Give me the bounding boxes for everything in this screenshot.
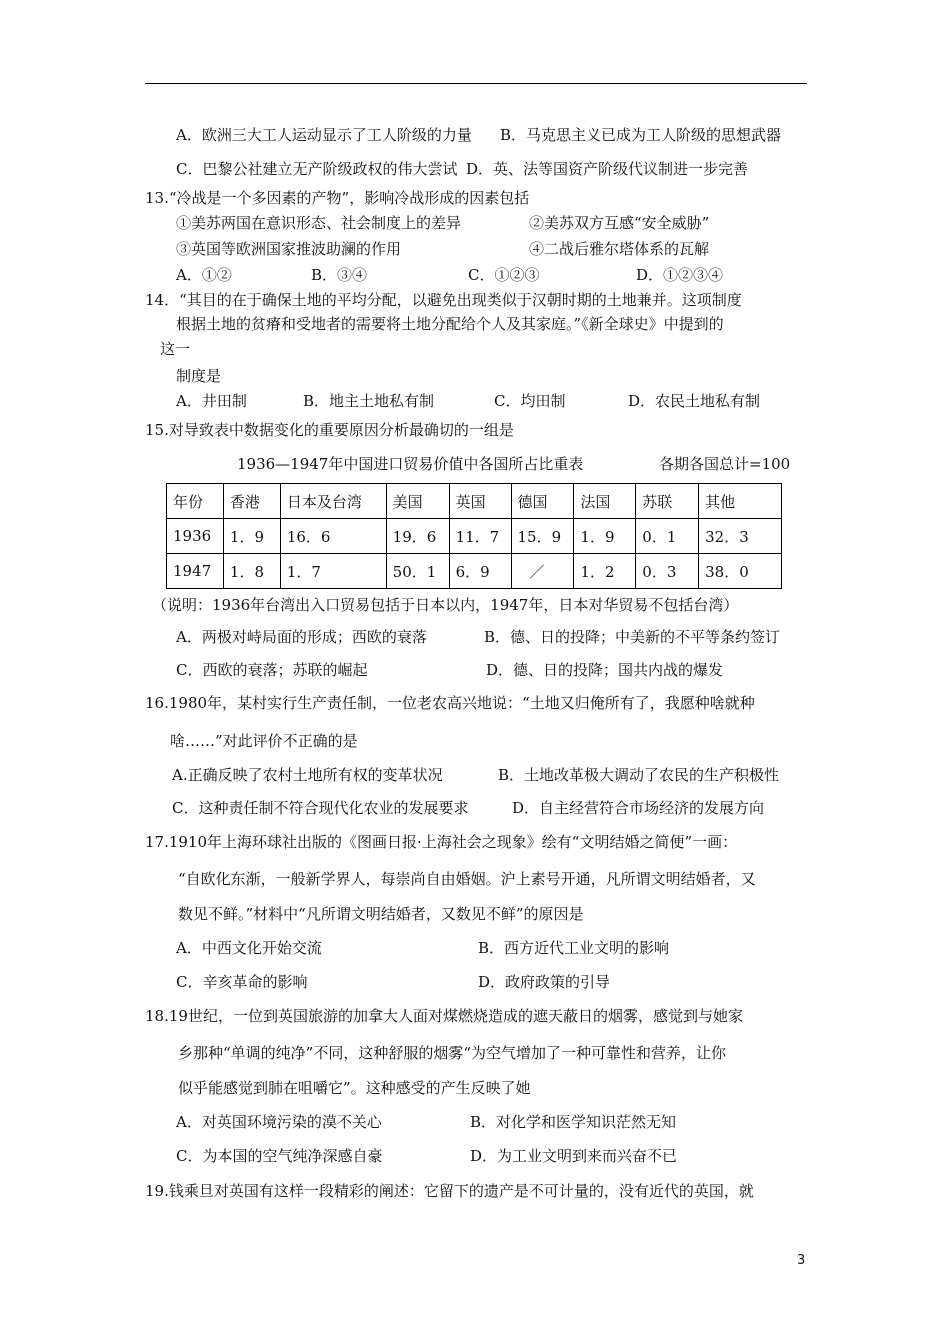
table-cell: 0．1 [636, 519, 699, 554]
table-cell: 11．7 [449, 519, 511, 554]
q12-option-b: B．马克思主义已成为工人阶级的思想武器 [500, 126, 782, 144]
table-cell: 19．6 [386, 519, 449, 554]
q13-option-a: A．①② [176, 266, 232, 284]
q14-option-c: C．均田制 [494, 392, 566, 410]
header-rule [145, 83, 807, 84]
q18-option-b: B．对化学和医学知识茫然无知 [470, 1113, 677, 1131]
q17-option-b: B．西方近代工业文明的影响 [478, 939, 670, 957]
table-cell: 1．7 [280, 554, 386, 589]
q14-option-b: B．地主土地私有制 [303, 392, 435, 410]
q18-stem-line-1: 18.19世纪，一位到英国旅游的加拿大人面对煤燃烧造成的遮天蔽日的烟雾，感觉到与她家 [145, 1007, 743, 1025]
q16-option-c: C．这种责任制不符合现代化农业的发展要求 [172, 799, 469, 817]
q18-option-d: D．为工业文明到来而兴奋不已 [470, 1147, 678, 1165]
q17-option-a: A．中西文化开始交流 [176, 939, 322, 957]
q15-stem: 15.对导致表中数据变化的重要原因分析最确切的一组是 [145, 421, 514, 439]
table-explanation: （说明：1936年台湾出入口贸易包括于日本以内，1947年，日本对华贸易不包括台湾） [152, 596, 739, 614]
q18-option-a: A．对英国环境污染的漠不关心 [176, 1113, 382, 1131]
q14-stem-line-1: 14．“其目的在于确保土地的平均分配，以避免出现类似于汉朝时期的土地兼并。这项制度 [145, 291, 742, 309]
q14-option-a: A．井田制 [176, 392, 247, 410]
q14-option-d: D．农民土地私有制 [628, 392, 761, 410]
table-cell: 6．9 [449, 554, 511, 589]
q12-option-a: A．欧洲三大工人运动显示了工人阶级的力量 [176, 126, 472, 144]
table-cell: 1．2 [574, 554, 636, 589]
trade-share-table [166, 483, 782, 589]
table-header-row [167, 484, 782, 519]
header-year: 年份 [167, 484, 224, 519]
q18-stem-line-2: 乡那种“单调的纯净”不同，这种舒服的烟雾“为空气增加了一种可靠性和营养，让你 [178, 1044, 727, 1062]
q13-stem: 13.“冷战是一个多因素的产物”，影响冷战形成的因素包括 [145, 189, 530, 207]
header-uk: 英国 [449, 484, 511, 519]
q15-option-c: C．西欧的衰落；苏联的崛起 [176, 661, 368, 679]
page-number: 3 [797, 1253, 806, 1268]
table-cell: 16．6 [280, 519, 386, 554]
table-cell: ／ [511, 554, 574, 589]
q15-option-d: D．德、日的投降；国共内战的爆发 [486, 661, 724, 679]
q13-option-d: D．①②③④ [636, 266, 724, 284]
table-cell: 1947 [167, 554, 224, 589]
q14-stem-line-2: 根据土地的贫瘠和受地者的需要将土地分配给个人及其家庭。”《新全球史》中提到的 [176, 315, 724, 333]
q16-option-d: D．自主经营符合市场经济的发展方向 [512, 799, 765, 817]
table-cell: 15．9 [511, 519, 574, 554]
table-title: 1936—1947年中国进口贸易价值中各国所占比重表 [237, 455, 584, 473]
q13-option-b: B．③④ [311, 266, 368, 284]
table-cell: 0．3 [636, 554, 699, 589]
q19-stem: 19.钱乘旦对英国有这样一段精彩的阐述：它留下的遗产是不可计量的，没有近代的英国，就 [145, 1182, 754, 1200]
q17-stem-line-3: 数见不鲜。”材料中“凡所谓文明结婚者，又数见不鲜”的原因是 [178, 905, 584, 923]
q18-option-c: C．为本国的空气纯净深感自豪 [176, 1147, 383, 1165]
q14-stem-line-3: 这一 [160, 340, 191, 358]
header-ussr: 苏联 [636, 484, 699, 519]
header-others: 其他 [699, 484, 782, 519]
table-row [167, 554, 782, 589]
q16-option-a: A.正确反映了农村土地所有权的变革状况 [172, 766, 443, 784]
table-note: 各期各国总计=100 [659, 455, 791, 473]
q13-item-2: ②美苏双方互感“安全威胁” [529, 214, 710, 232]
q17-option-d: D．政府政策的引导 [478, 973, 611, 991]
q17-stem-line-1: 17.1910年上海环球社出版的《图画日报·上海社会之现象》绘有“文明结婚之简便”一画： [145, 833, 738, 851]
q13-item-3: ③英国等欧洲国家推波助澜的作用 [176, 240, 402, 258]
header-germany: 德国 [511, 484, 574, 519]
table-cell: 32．3 [699, 519, 782, 554]
header-usa: 美国 [386, 484, 449, 519]
header-japan-taiwan: 日本及台湾 [280, 484, 386, 519]
q12-option-d: D．英、法等国资产阶级代议制进一步完善 [466, 160, 749, 178]
table-cell: 38．0 [699, 554, 782, 589]
table-cell: 1936 [167, 519, 224, 554]
q13-item-1: ①美苏两国在意识形态、社会制度上的差异 [176, 214, 462, 232]
q16-option-b: B．土地改革极大调动了农民的生产积极性 [498, 766, 780, 784]
table-cell: 50．1 [386, 554, 449, 589]
q14-stem-line-4: 制度是 [176, 367, 222, 385]
q12-option-c: C．巴黎公社建立无产阶级政权的伟大尝试 [176, 160, 458, 178]
q18-stem-line-3: 似乎能感觉到肺在咀嚼它”。这种感受的产生反映了她 [178, 1079, 531, 1097]
header-hongkong: 香港 [223, 484, 280, 519]
q17-stem-line-2: “自欧化东渐，一般新学界人，每崇尚自由婚姻。沪上素号开通，凡所谓文明结婚者，又 [178, 870, 756, 888]
q15-option-b: B．德、日的投降；中美新的不平等条约签订 [484, 628, 781, 646]
q16-stem-line-2: 啥……”对此评价不正确的是 [170, 732, 358, 750]
q17-option-c: C．辛亥革命的影响 [176, 973, 308, 991]
table-row [167, 519, 782, 554]
table-cell: 1．9 [574, 519, 636, 554]
q13-option-c: C．①②③ [468, 266, 540, 284]
header-france: 法国 [574, 484, 636, 519]
q16-stem-line-1: 16.1980年，某村实行生产责任制，一位老农高兴地说：“土地又归俺所有了，我愿种啥就种 [145, 694, 755, 712]
table-cell: 1．8 [223, 554, 280, 589]
q15-option-a: A．两极对峙局面的形成；西欧的衰落 [176, 628, 427, 646]
table-cell: 1．9 [223, 519, 280, 554]
q13-item-4: ④二战后雅尔塔体系的瓦解 [529, 240, 710, 258]
